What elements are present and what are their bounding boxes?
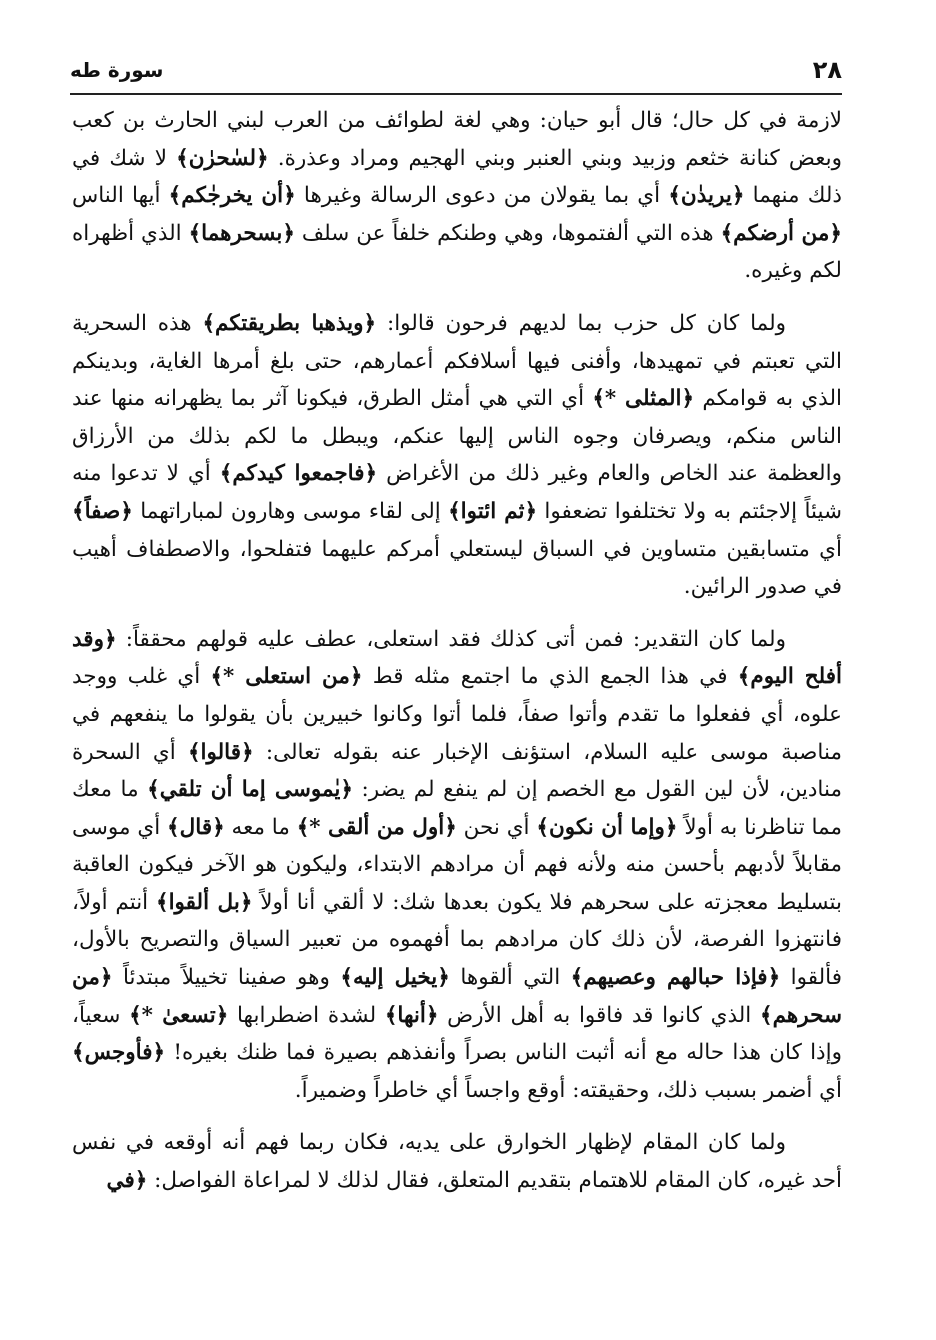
quran-quote: ﴿أن يخرجٰكم﴾: [168, 183, 296, 209]
quran-quote: ﴿أنها﴾: [384, 1002, 439, 1028]
quran-quote: ﴿قالوا﴾: [187, 739, 254, 765]
quran-quote: ﴿فإذا حبالهم وعصيهم﴾: [570, 965, 781, 991]
commentary-text: أي موسى مقابلاً لأدبهم بأحسن منه ولأنه فهم أن مرادهم الابتداء، وليكون هو الآخر فيكون العاقبة بتسليط معجزته على سحرهم فلا يكون بعدها شك: لا ألقي أنا أولاً: [72, 814, 842, 915]
quran-quote: ﴿ثم ائتوا﴾: [448, 498, 538, 524]
commentary-text: ولما كان المقام لإظهار الخوارق على يديه، فكان ربما فهم أنه أوقعه في نفس أحد غيره، كان المقام للاهتمام بتقديم المتعلق، فقال لذلك لا لمراعاة الفواصل:: [72, 1130, 842, 1194]
quran-quote: ﴿تسعىٰ *﴾: [129, 1002, 229, 1028]
quran-quote: ﴿وإما أن نكون﴾: [536, 814, 678, 840]
commentary-text: أي أضمر بسبب ذلك، وحقيقته: أوقع واجساً أي خاطراً وضميراً.: [294, 1077, 842, 1103]
quran-quote: ﴿من سحرهم﴾: [72, 965, 842, 1028]
commentary-text: ولما كان التقدير: فمن أتى كذلك فقد استعلى، عطف عليه قولهم محققاً:: [116, 626, 786, 652]
quran-quote: ﴿فأوجس﴾: [72, 1040, 166, 1066]
quran-quote: ﴿ويذهبا بطريقتكم﴾: [202, 310, 377, 336]
commentary-text: هذه السحرية التي تعبتم في تمهيدها، وأفنى فيها أسلافكم أعمارهم، حتى بلغ أمرها الغاية، وبدينكم الذي به قوامكم: [72, 310, 842, 412]
paragraph: [72, 102, 842, 290]
commentary-text: لازمة في كل حال؛ قال أبو حيان: وهي لغة لطوائف من العرب لبني الحارث بن كعب وبعض كنانة خثعم وزبيد وبني العنبر وبني الهجيم ومراد وعذرة.: [72, 108, 842, 171]
quran-quote: ﴿يٰموسى إما أن تلقي﴾: [147, 777, 353, 803]
quran-quote: ﴿يريدٰن﴾: [668, 183, 745, 209]
quran-quote: ﴿لسٰحرٰن﴾: [176, 145, 269, 171]
quran-quote: ﴿وقد أفلح اليوم﴾: [72, 626, 842, 690]
commentary-text: أيها الناس: [72, 183, 169, 209]
commentary-text: في هذا الجمع الذي ما اجتمع مثله قط: [362, 664, 738, 690]
commentary-text: أي بما يقولان من دعوى الرسالة وغيرها: [295, 183, 669, 209]
commentary-text: أي متسابقين متساوين في السباق ليستعلي أمركم عليهما فتفلحوا، والاصطفاف أهيب في صدور الرائين.: [72, 536, 842, 600]
quran-quote: ﴿قال﴾: [167, 814, 225, 840]
commentary-text: ما معك مما تناظرنا به أولاً: [72, 777, 842, 840]
commentary-text: أي السحرة منادين، لأن لين القول مع الخصم إن لم ينفع لم يضر:: [72, 739, 842, 803]
surah-title: سورة طه: [70, 58, 164, 82]
quran-quote: ﴿المثلى *﴾: [592, 386, 695, 412]
quran-quote: ﴿بل ألقوا﴾: [155, 889, 253, 915]
quran-quote: ﴿في: [106, 1168, 148, 1194]
commentary-text: التي ألقوها: [449, 965, 571, 991]
quran-quote: ﴿أول من ألقى *﴾: [296, 814, 457, 840]
quran-quote: ﴿فاجمعوا كيدكم﴾: [219, 461, 378, 487]
commentary-text: ولما كان كل حزب بما لديهم فرحون قالوا:: [376, 310, 787, 336]
commentary-text: الذي كانوا قد فاقوا به أهل الأرض: [438, 1002, 760, 1028]
header-divider: [70, 93, 842, 95]
quran-quote: ﴿يخيل إليه﴾: [340, 965, 450, 991]
commentary-text: وهو صفينا تخييلاً مبتدئاً: [112, 965, 341, 991]
commentary-text: أي لا تدعوا منه شيئاً إلاجئتم به ولا تختلفوا تضعفوا: [72, 461, 843, 524]
paragraph: [72, 621, 842, 1110]
commentary-text: لا شك في ذلك منهما: [72, 145, 843, 209]
commentary-text: سعياً، وإذا كان هذا حاله مع أنه أثبت الناس بصراً وأنفذهم بصيرة فما ظنك بغيره!: [72, 1002, 842, 1066]
commentary-text: هذه التي ألفتموها، وهي وطنكم خلفاً عن سلف: [295, 220, 721, 246]
quran-quote: ﴿صفاً﴾: [72, 498, 133, 524]
commentary-text: أنتم أولاً، فانتهزوا الفرصة، لأن ذلك كان مرادهم بما أفهموه من تعبير السياق والتصريح بالأول، فألقوا: [72, 889, 843, 991]
paragraph: [72, 1124, 842, 1199]
quran-quote: ﴿من أرضكم﴾: [720, 220, 843, 246]
commentary-text: أي نحن: [456, 814, 537, 840]
page-header: [70, 56, 842, 92]
commentary-text: لشدة اضطرابها: [228, 1002, 385, 1028]
quran-quote: ﴿بسحرهما﴾: [188, 220, 295, 246]
paragraph: [72, 305, 842, 606]
page-body: [72, 102, 842, 1215]
commentary-text: أي التي هي أمثل الطرق، فيكونا آثر بما يظهرانه منها عند الناس منكم، ويصرفان وجوه الناس إليها عنكم، ويبطل ما لكم بذلك من الأرزاق والعظمة عند الخاص والعام وغير ذلك من الأغراض: [72, 386, 842, 487]
quran-quote: ﴿من استعلى *﴾: [210, 664, 363, 690]
commentary-text: إلى لقاء موسى وهارون لمباراتهما: [132, 498, 449, 524]
commentary-text: أي غلب ووجد علوه، أي ففعلوا ما تقدم وأتوا صفاً، فلما أتوا وكانوا خبيرين بأن يقولوا ما ينفعهم في مناصبة موسى عليه السلام، استؤنف الإخبار عنه بقوله تعالى:: [72, 664, 842, 765]
page-number: ٢٨: [812, 56, 842, 84]
commentary-text: ما معه: [224, 814, 297, 840]
commentary-text: الذي أظهراه لكم وغيره.: [72, 220, 842, 284]
